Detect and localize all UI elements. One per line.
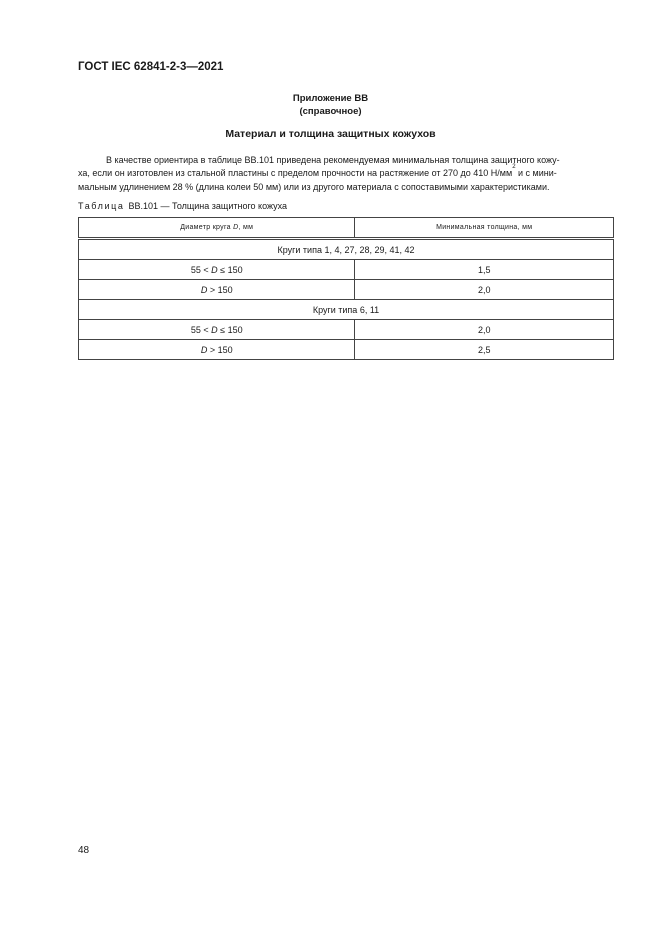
paragraph-line-1: В качестве ориентира в таблице ВВ.101 приведена рекомендуемая минимальная толщина защитного кожу- xyxy=(106,155,560,165)
col1-prefix: Диаметр круга xyxy=(180,224,234,231)
col1-suffix: , мм xyxy=(238,224,254,231)
cond-var: D xyxy=(200,344,208,355)
paragraph-line-2-text: ха, если он изготовлен из стальной пластины с пределом прочности на растяжение от 270 до 410 Н/мм xyxy=(78,168,513,179)
paragraph-line-2 xyxy=(78,164,614,180)
table-caption-text: ВВ.101 — Толщина защитного кожуха xyxy=(128,201,288,211)
annex-heading xyxy=(0,92,661,118)
diameter-cell xyxy=(79,260,355,280)
group-row-2 xyxy=(79,300,614,320)
table-row xyxy=(79,320,614,340)
cond-post: > 150 xyxy=(207,344,233,355)
table-row xyxy=(79,340,614,360)
column-header-diameter xyxy=(79,218,355,239)
section-title: Материал и толщина защитных кожухов xyxy=(225,128,436,140)
body-paragraph xyxy=(78,154,614,194)
cond-var: D xyxy=(200,284,208,295)
cond-post: > 150 xyxy=(207,284,233,295)
paragraph-line-3: мальным удлинением 28 % (длина колеи 50 мм) или из другого материала с сопоставимыми характеристиками. xyxy=(78,181,550,192)
thickness-table xyxy=(78,217,614,360)
paragraph-line-2-tail: и с мини- xyxy=(515,168,557,179)
annex-title: Приложение ВВ xyxy=(292,93,369,104)
superscript: 2 xyxy=(512,164,516,171)
cond-pre: 55 < xyxy=(190,264,212,275)
col1-var: D xyxy=(233,224,239,231)
document-code: ГОСТ IEC 62841-2-3—2021 xyxy=(78,61,224,73)
group-row-1 xyxy=(79,239,614,260)
page-number: 48 xyxy=(78,845,90,856)
diameter-cell xyxy=(79,280,355,300)
table-row xyxy=(79,280,614,300)
cond-post: ≤ 150 xyxy=(217,324,243,335)
thickness-cell: 2,0 xyxy=(355,280,614,300)
column-header-thickness: Минимальная толщина, мм xyxy=(355,218,614,239)
group-title-2: Круги типа 6, 11 xyxy=(79,300,614,320)
table-caption xyxy=(78,201,287,211)
cond-post: ≤ 150 xyxy=(217,264,243,275)
diameter-cell xyxy=(79,320,355,340)
group-title-1: Круги типа 1, 4, 27, 28, 29, 41, 42 xyxy=(79,239,614,260)
annex-status: (справочное) xyxy=(299,106,362,117)
table-header-row xyxy=(79,218,614,239)
table-caption-prefix: Таблица xyxy=(78,201,125,211)
table-row xyxy=(79,260,614,280)
cond-pre: 55 < xyxy=(190,324,212,335)
cond-var: D xyxy=(211,324,218,335)
cond-var: D xyxy=(211,264,218,275)
thickness-cell: 2,5 xyxy=(355,340,614,360)
diameter-cell xyxy=(79,340,355,360)
thickness-cell: 1,5 xyxy=(355,260,614,280)
thickness-cell: 2,0 xyxy=(355,320,614,340)
